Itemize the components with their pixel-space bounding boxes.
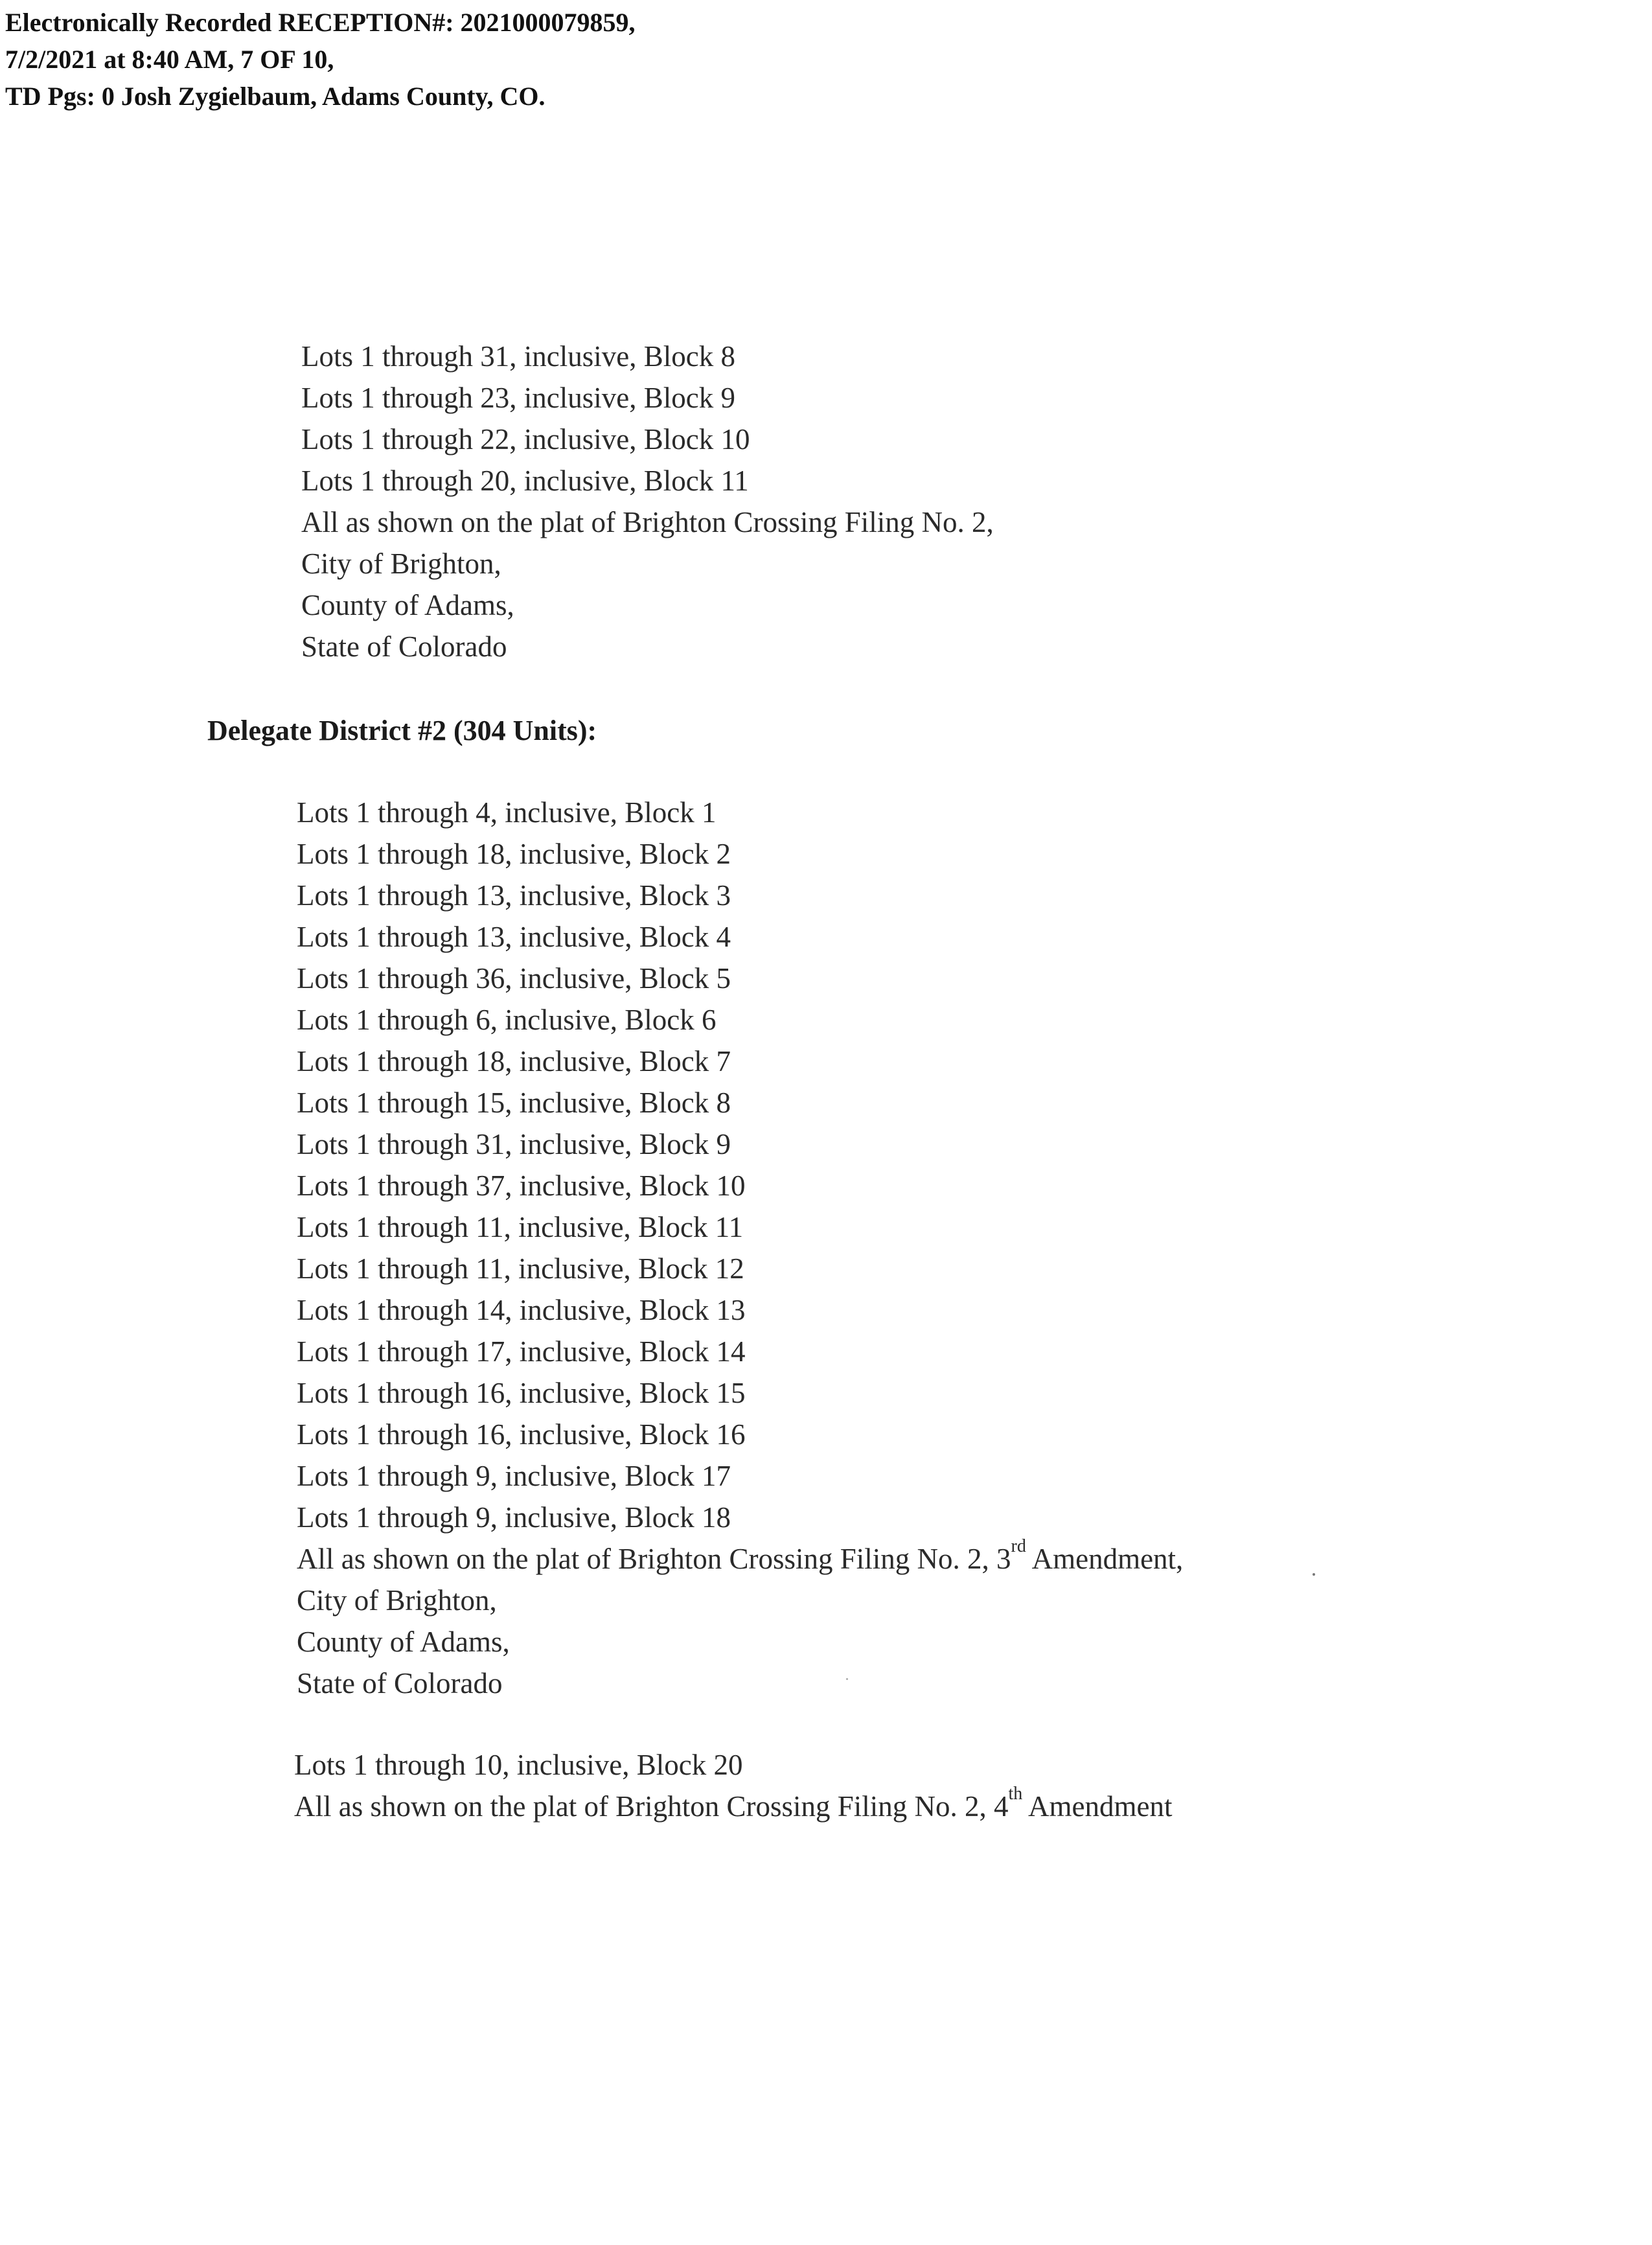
lot-line: Lots 1 through 16, inclusive, Block 16	[297, 1418, 746, 1451]
ordinal-suffix: th	[1008, 1784, 1023, 1804]
plat-reference: All as shown on the plat of Brighton Crossing Filing No. 2,	[301, 506, 994, 538]
stamp-line-recorder: TD Pgs: 0 Josh Zygielbaum, Adams County, CO.	[5, 82, 545, 111]
plat-reference-text: All as shown on the plat of Brighton Crossing Filing No. 2, 4	[294, 1790, 1009, 1823]
lot-line: Lots 1 through 31, inclusive, Block 8	[301, 340, 735, 373]
lot-line: Lots 1 through 22, inclusive, Block 10	[301, 423, 750, 455]
recording-stamp	[5, 4, 636, 115]
lot-line: Lots 1 through 18, inclusive, Block 7	[297, 1045, 731, 1077]
lot-line: Lots 1 through 11, inclusive, Block 12	[297, 1252, 744, 1285]
lot-line: Lots 1 through 14, inclusive, Block 13	[297, 1294, 746, 1326]
lot-line: Lots 1 through 4, inclusive, Block 1	[297, 796, 717, 829]
county-line: County of Adams,	[297, 1626, 510, 1658]
lot-line: Lots 1 through 9, inclusive, Block 17	[297, 1460, 731, 1492]
lot-line: Lots 1 through 37, inclusive, Block 10	[297, 1169, 746, 1202]
lot-line: Lots 1 through 18, inclusive, Block 2	[297, 838, 731, 870]
plat-reference-tail: Amendment,	[1026, 1543, 1184, 1575]
lot-line: Lots 1 through 9, inclusive, Block 18	[297, 1501, 731, 1534]
plat-reference-tail: Amendment	[1022, 1790, 1173, 1823]
lot-line: Lots 1 through 10, inclusive, Block 20	[294, 1749, 743, 1781]
legal-description-district-2	[297, 792, 1183, 1704]
city-line: City of Brighton,	[297, 1584, 497, 1617]
ordinal-suffix: rd	[1011, 1536, 1026, 1556]
lot-line: Lots 1 through 31, inclusive, Block 9	[297, 1128, 731, 1160]
delegate-district-heading: Delegate District #2 (304 Units):	[207, 715, 597, 746]
plat-reference	[297, 1538, 1183, 1580]
scan-speck	[846, 1678, 848, 1680]
lot-line: Lots 1 through 13, inclusive, Block 3	[297, 879, 731, 912]
stamp-line-reception: Electronically Recorded RECEPTION#: 2021000079859,	[5, 8, 636, 37]
state-line: State of Colorado	[297, 1667, 503, 1699]
stamp-line-datetime: 7/2/2021 at 8:40 AM, 7 OF 10,	[5, 45, 334, 74]
legal-description-section-3	[294, 1744, 1173, 1827]
legal-description-section-1	[301, 336, 994, 667]
plat-reference	[294, 1786, 1173, 1827]
city-line: City of Brighton,	[301, 547, 501, 580]
lot-line: Lots 1 through 13, inclusive, Block 4	[297, 921, 731, 953]
scan-speck	[1313, 1573, 1315, 1576]
state-line: State of Colorado	[301, 630, 507, 663]
lot-line: Lots 1 through 6, inclusive, Block 6	[297, 1004, 717, 1036]
lot-line: Lots 1 through 20, inclusive, Block 11	[301, 465, 749, 497]
lot-line: Lots 1 through 16, inclusive, Block 15	[297, 1377, 746, 1409]
lot-line: Lots 1 through 11, inclusive, Block 11	[297, 1211, 744, 1243]
lot-line: Lots 1 through 23, inclusive, Block 9	[301, 382, 735, 414]
lot-line: Lots 1 through 36, inclusive, Block 5	[297, 962, 731, 995]
lot-line: Lots 1 through 15, inclusive, Block 8	[297, 1087, 731, 1119]
lot-line: Lots 1 through 17, inclusive, Block 14	[297, 1335, 746, 1368]
county-line: County of Adams,	[301, 589, 514, 621]
plat-reference-text: All as shown on the plat of Brighton Crossing Filing No. 2, 3	[297, 1543, 1011, 1575]
